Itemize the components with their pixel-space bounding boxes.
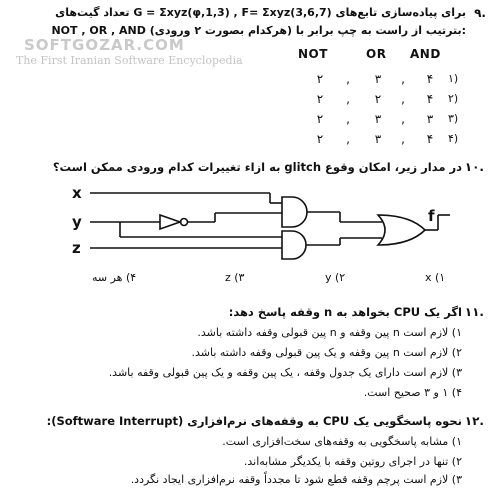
cell: ۴ [426,132,434,146]
not-gate [160,215,180,229]
q11-option-3[interactable]: ۳) لازم است دارای یک جدول وقفه ، یک پین وقفه و یک پین قبولی وقفه باشد. [108,366,462,379]
q10-option-4[interactable]: ۴) هر سه [92,271,137,284]
watermark-subtitle: The First Iranian Software Encyclopedia [16,54,243,67]
option-label: ۳) [448,112,459,125]
comma: , [401,132,405,146]
option-label: ۱) [448,72,459,85]
question-12-text: نحوه پاسخگویی یک CPU به وقفه‌های نرم‌افزاری (Software Interrupt): [46,414,462,428]
comma: , [346,72,350,86]
header-and: AND [410,47,441,61]
question-11-text: اگر یک CPU بخواهد به n وقفه پاسخ دهد: [228,305,462,319]
question-12-number: ۱۲. [464,414,484,428]
question-11-number: ۱۱. [464,305,484,319]
q12-option-1[interactable]: ۱) مشابه پاسخگویی به وقفه‌های سخت‌افزاری است. [222,435,462,448]
cell: ۳ [374,132,382,146]
question-10-number: ۱۰. [464,160,484,174]
cell: ۲ [316,72,324,86]
input-label-y: y [72,213,82,231]
cell: ۳ [374,72,382,86]
cell: ۳ [374,112,382,126]
comma: , [346,112,350,126]
header-not: NOT [298,47,328,61]
comma: , [401,92,405,106]
comma: , [346,132,350,146]
comma: , [401,112,405,126]
question-9-number: ۹. [474,6,486,20]
or-gate [378,215,425,245]
q12-option-2[interactable]: ۲) تنها در اجرای روتین وقفه با یکدیگر مشابه‌اند. [243,455,462,468]
comma: , [401,72,405,86]
q12-option-3[interactable]: ۳) لازم است پرچم وقفه قطع شود تا مجدداً وقفه نرم‌افزاری ایجاد نگردد. [130,473,462,486]
cell: ۴ [426,92,434,106]
option-label: ۴) [448,132,459,145]
logic-circuit-diagram [0,175,494,270]
question-9-text-line1: برای پیاده‌سازی تابع‌های G = Σxyz(φ,1,3) , F= Σxyz(3,6,7) تعداد گیت‌های [55,6,466,19]
watermark-title: SOFTGOZAR.COM [24,36,185,54]
cell: ۲ [316,92,324,106]
cell: ۲ [374,92,382,106]
cell: ۲ [316,112,324,126]
q10-option-1[interactable]: x (۱ [425,271,446,284]
input-label-x: x [72,184,82,202]
q11-option-2[interactable]: ۲) لازم است n پین وقفه و یک پین قبولی وقفه داشته باشد. [191,346,462,359]
comma: , [346,92,350,106]
and-gate-lower [282,231,306,259]
header-or: OR [366,47,387,61]
q10-option-2[interactable]: y (۲ [325,271,346,284]
cell: ۴ [426,72,434,86]
output-label-f: f [428,207,435,225]
cell: ۳ [426,112,434,126]
q10-option-3[interactable]: z (۳ [225,271,245,284]
cell: ۲ [316,132,324,146]
option-label: ۲) [448,92,459,105]
question-9-text-line2: NOT , OR , AND (هرکدام بصورت ۲ ورودی) بترتیب از راست به چپ برابر با: [51,24,466,37]
q11-option-4[interactable]: ۴) ۱ و ۳ صحیح است. [363,386,462,399]
input-label-z: z [72,239,81,257]
q11-option-1[interactable]: ۱) لازم است n پین وقفه و n پین قبولی وقفه داشته باشد. [197,326,462,339]
question-10-text: در مدار زیر، امکان وقوع glitch به ازاء تغییرات کدام ورودی ممکن است؟ [52,160,462,174]
and-gate-upper [282,197,307,227]
